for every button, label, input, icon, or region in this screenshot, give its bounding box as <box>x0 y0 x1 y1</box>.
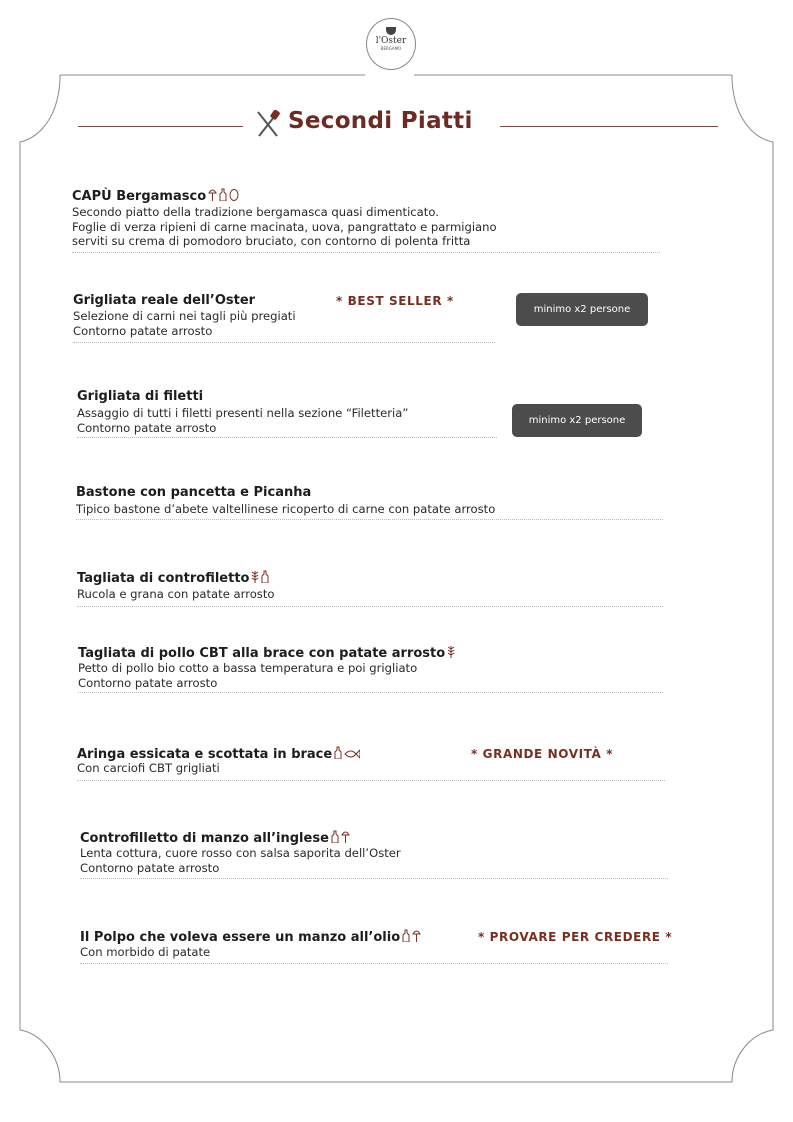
item-name: Grigliata di filetti <box>77 389 204 404</box>
milk-bottle-icon <box>334 746 342 763</box>
gluten-icon <box>251 570 259 587</box>
dotted-leader <box>73 342 495 343</box>
wine-glass-icon <box>386 27 396 35</box>
item-description: Tipico bastone d’abete valtellinese ricoperto di carne con patate arrosto <box>76 502 496 516</box>
dotted-leader <box>76 519 663 520</box>
title-rule-right <box>500 126 718 127</box>
celery-icon <box>208 188 217 205</box>
dotted-leader <box>77 780 665 781</box>
milk-bottle-icon <box>402 929 410 946</box>
celery-icon <box>412 929 421 946</box>
restaurant-logo <box>366 18 416 70</box>
section-title: Secondi Piatti <box>288 108 473 134</box>
logo-sub: BERGAMO <box>380 46 402 51</box>
item-name: Controfilletto di manzo all’inglese <box>80 831 329 846</box>
item-description: Rucola e grana con patate arrosto <box>77 587 275 601</box>
item-description: Contorno patate arrosto <box>77 420 217 435</box>
item-description: Con morbido di patate <box>80 945 211 959</box>
milk-bottle-icon <box>219 188 227 205</box>
title-rule-left <box>78 126 243 127</box>
item-description: Lenta cottura, cuore rosso con salsa saporita dell’Oster <box>80 846 401 860</box>
item-description: Petto di pollo bio cotto a bassa temperatura e poi grigliato <box>78 661 418 675</box>
milk-bottle-icon <box>261 570 269 587</box>
item-name: Tagliata di pollo CBT alla brace con patate arrosto <box>78 646 446 661</box>
milk-bottle-icon <box>331 830 339 847</box>
minimum-persons-badge: minimo x2 persone <box>512 404 642 437</box>
item-description: Assaggio di tutti i filetti presenti nella sezione “Filetteria” <box>77 406 409 420</box>
dotted-leader <box>72 252 660 253</box>
item-description: Secondo piatto della tradizione bergamasca quasi dimenticato. <box>72 205 439 219</box>
item-tag: * PROVARE PER CREDERE * <box>478 930 673 944</box>
item-name: Il Polpo che voleva essere un manzo all’olio <box>80 930 401 945</box>
item-name: Grigliata reale dell’Oster <box>73 293 256 308</box>
item-description: Selezione di carni nei tagli più pregiati <box>73 309 296 323</box>
item-description: serviti su crema di pomodoro bruciato, con contorno di polenta fritta <box>72 234 471 249</box>
egg-icon <box>229 188 239 205</box>
dotted-leader <box>77 437 497 438</box>
celery-icon <box>341 830 350 847</box>
item-description: Contorno patate arrosto <box>80 860 220 875</box>
item-description: Contorno patate arrosto <box>73 323 213 338</box>
item-name: CAPÙ Bergamasco <box>72 189 207 204</box>
item-name: Aringa essicata e scottata in brace <box>77 747 333 762</box>
item-description: Foglie di verza ripieni di carne macinata, uova, pangrattato e parmigiano <box>72 219 497 234</box>
item-name: Bastone con pancetta e Picanha <box>76 485 312 500</box>
item-description: Contorno patate arrosto <box>78 675 218 690</box>
dotted-leader <box>78 692 663 693</box>
dotted-leader <box>80 878 668 879</box>
dotted-leader <box>77 606 663 607</box>
logo-name: l'Oster <box>375 36 407 46</box>
item-tag: * BEST SELLER * <box>336 294 454 308</box>
item-tag: * GRANDE NOVITÀ * <box>471 747 614 761</box>
item-name: Tagliata di controfiletto <box>77 571 250 586</box>
item-description: Con carciofi CBT grigliati <box>77 761 220 775</box>
cutlery-icon <box>255 110 281 138</box>
fish-icon <box>344 748 360 763</box>
dotted-leader <box>80 963 668 964</box>
gluten-icon <box>447 645 455 662</box>
minimum-persons-badge: minimo x2 persone <box>516 293 648 326</box>
